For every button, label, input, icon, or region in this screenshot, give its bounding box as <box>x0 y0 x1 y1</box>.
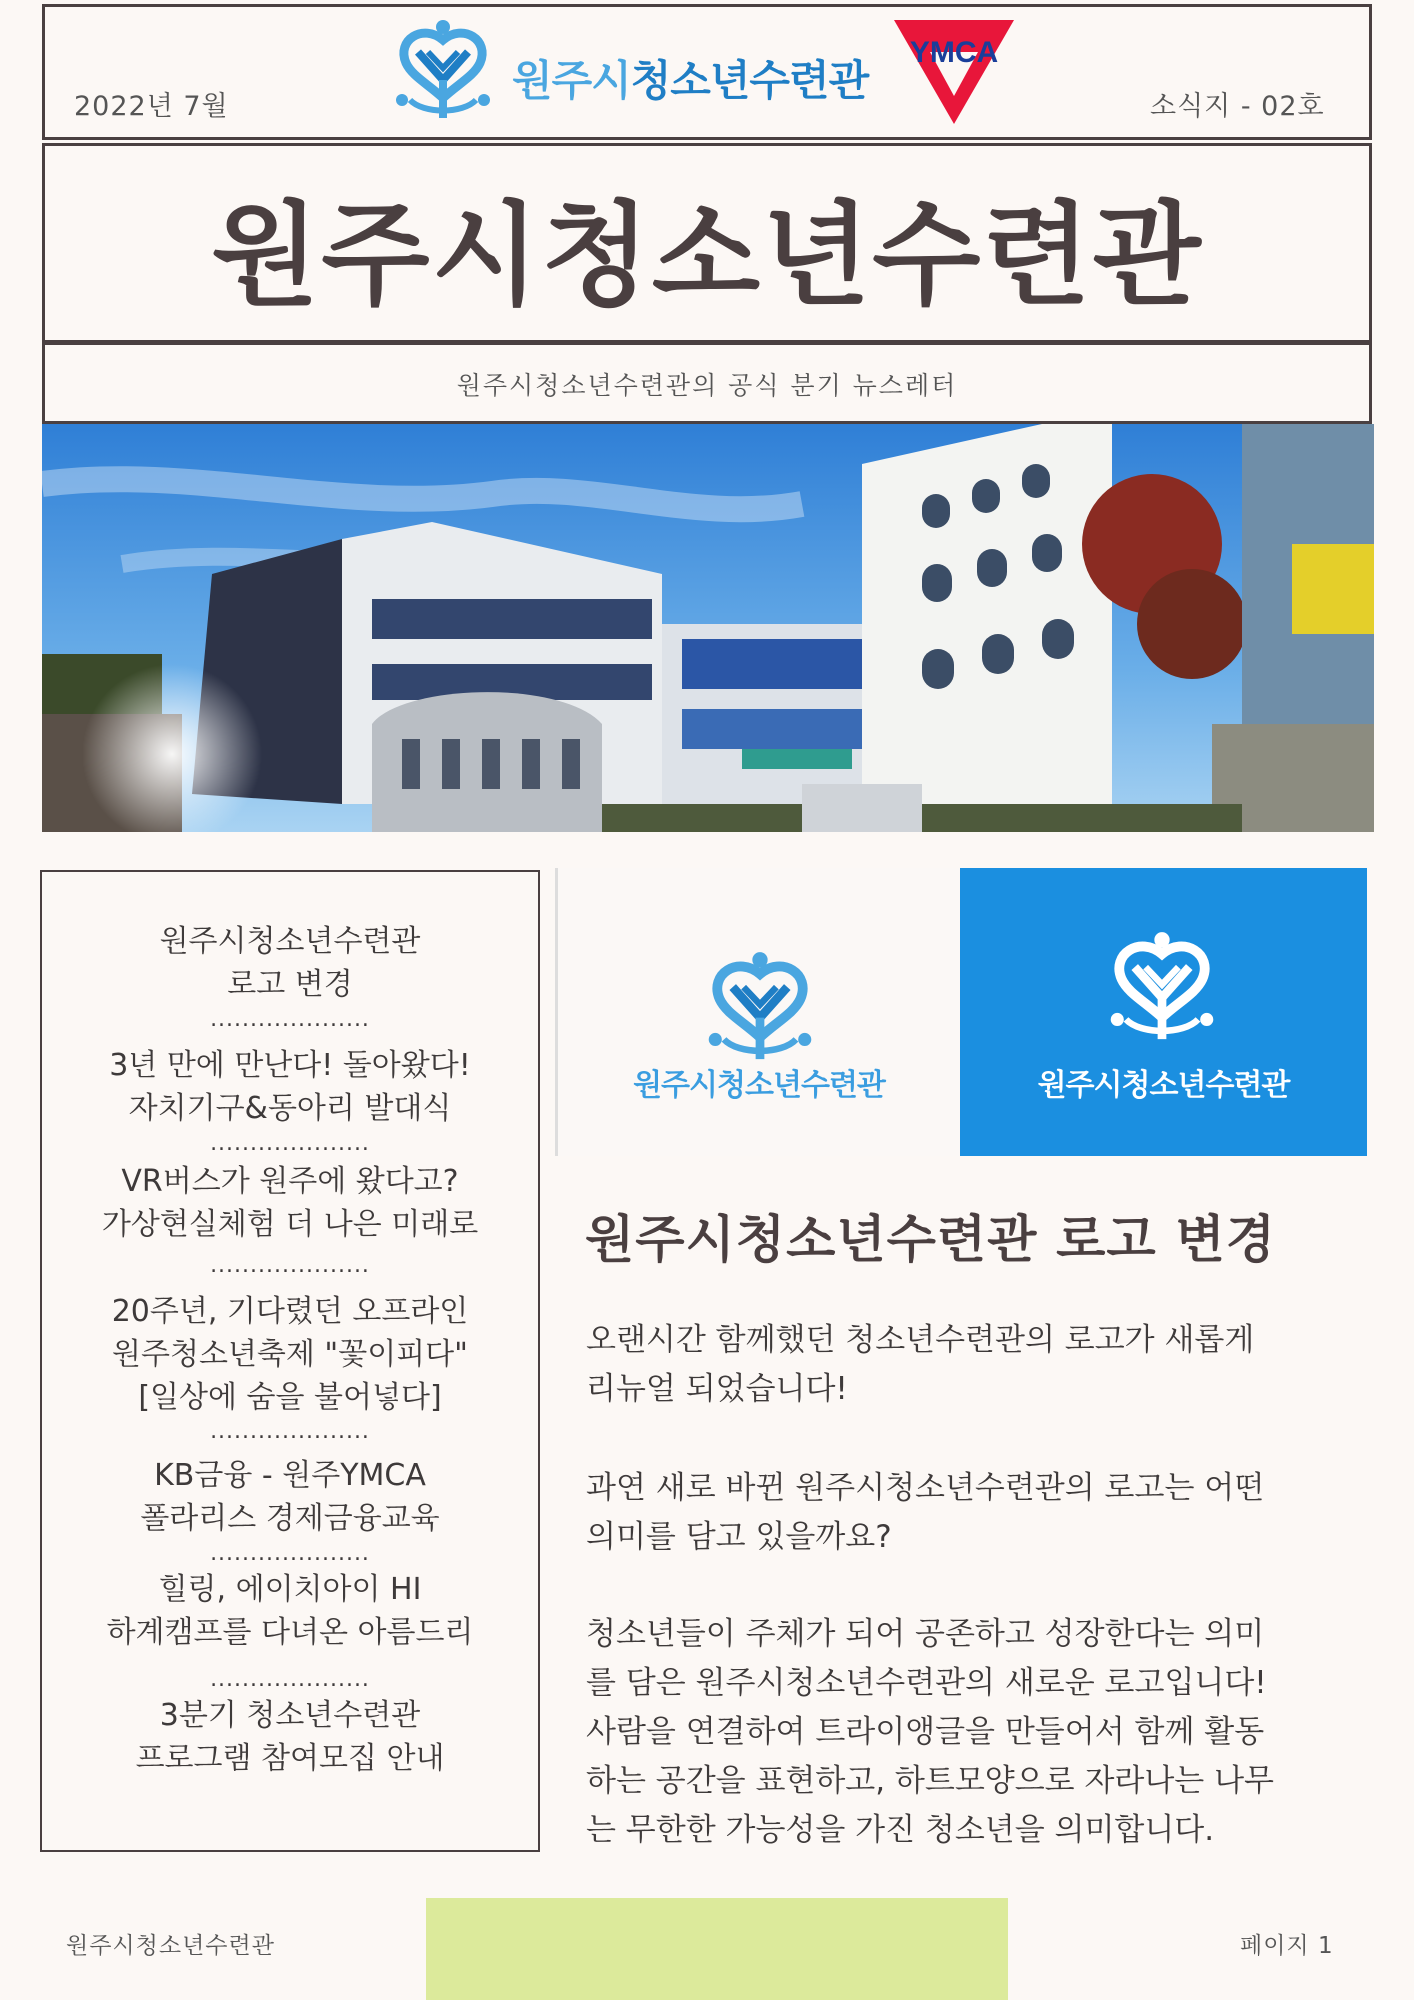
footer-color-block <box>426 1898 1008 2000</box>
toc-line: 가상현실체험 더 나은 미래로 <box>101 1207 479 1242</box>
toc-line: 프로그램 참여모집 안내 <box>135 1741 445 1776</box>
header-logo-text <box>512 48 868 108</box>
toc-line: 원주청소년축제 "꽃이피다" <box>112 1337 468 1372</box>
toc-line: [일상에 숨을 불어넣다] <box>138 1380 442 1415</box>
logo-panel-light <box>555 868 960 1156</box>
toc-line: 하계캠프를 다녀온 아름드리 <box>106 1615 474 1650</box>
toc-line: 로고 변경 <box>227 967 353 1002</box>
logo-panel-light-text: 원주시청소년수련관 <box>633 1068 885 1103</box>
toc-line: KB금융 - 원주YMCA <box>154 1458 426 1493</box>
toc-separator: .................... <box>210 1131 370 1156</box>
toc-item-festival[interactable] <box>40 1290 540 1419</box>
ymca-label: YMCA <box>909 36 999 69</box>
paragraph-line: 를 담은 원주시청소년수련관의 새로운 로고입니다! <box>586 1665 1267 1701</box>
heart-tree-logo-icon <box>388 18 498 128</box>
logo-text-light: 원주시 <box>512 56 631 105</box>
logo-panel-blue-text: 원주시청소년수련관 <box>1037 1068 1290 1103</box>
toc-separator: .................... <box>210 1667 370 1692</box>
toc-separator: .................... <box>210 1541 370 1566</box>
page-number: 페이지 1 <box>1240 1933 1334 1959</box>
article-title: 원주시청소년수련관 로고 변경 <box>585 1210 1276 1270</box>
toc-line: 폴라리스 경제금융교육 <box>140 1501 440 1536</box>
toc-line: 3분기 청소년수련관 <box>159 1698 421 1733</box>
logo-text-dark: 청소년수련관 <box>630 56 869 105</box>
paragraph-line: 과연 새로 바뀐 원주시청소년수련관의 로고는 어떤 <box>586 1470 1265 1506</box>
toc-item-launch[interactable] <box>40 1044 540 1130</box>
building-photo <box>42 424 1374 832</box>
toc-line: 원주시청소년수련관 <box>159 924 421 959</box>
toc-item-logo[interactable] <box>40 920 540 1006</box>
toc-separator: .................... <box>210 1253 370 1278</box>
toc-line: 3년 만에 만난다! 돌아왔다! <box>109 1048 471 1083</box>
logo-panel-blue <box>960 868 1367 1156</box>
toc-line: VR버스가 원주에 왔다고? <box>121 1164 459 1199</box>
paragraph-line: 하는 공간을 표현하고, 하트모양으로 자라나는 나무 <box>586 1763 1274 1799</box>
paragraph-line: 청소년들이 주체가 되어 공존하고 성장한다는 의미 <box>586 1616 1265 1652</box>
page-subtitle: 원주시청소년수련관의 공식 분기 뉴스레터 <box>456 371 958 400</box>
toc-separator: .................... <box>210 1419 370 1444</box>
paragraph-line: 의미를 담고 있을까요? <box>586 1519 892 1555</box>
heart-tree-logo-icon <box>1100 930 1224 1050</box>
page-title: 원주시청소년수련관 <box>211 190 1203 321</box>
heart-tree-logo-icon <box>698 950 822 1070</box>
paragraph-line: 사람을 연결하여 트라이앵글을 만들어서 함께 활동 <box>586 1714 1265 1750</box>
footer-org-name: 원주시청소년수련관 <box>66 1933 275 1959</box>
article-paragraph <box>586 1464 1326 1562</box>
paragraph-line: 리뉴얼 되었습니다! <box>586 1371 848 1407</box>
toc-line: 자치기구&동아리 발대식 <box>128 1091 452 1126</box>
toc-line: 20주년, 기다렸던 오프라인 <box>111 1294 469 1329</box>
issue-number: 소식지 - 02호 <box>1150 91 1325 122</box>
ymca-logo-icon <box>890 16 1018 128</box>
toc-item-vr-bus[interactable] <box>40 1160 540 1246</box>
toc-item-program[interactable] <box>40 1694 540 1780</box>
issue-date: 2022년 7월 <box>74 91 229 122</box>
paragraph-line: 는 무한한 가능성을 가진 청소년을 의미합니다. <box>586 1812 1215 1848</box>
article-paragraph <box>586 1316 1326 1414</box>
toc-line: 힐링, 에이치아이 HI <box>158 1572 422 1607</box>
toc-separator: .................... <box>210 1007 370 1032</box>
article-paragraph <box>586 1610 1326 1855</box>
toc-item-kb[interactable] <box>40 1454 540 1540</box>
paragraph-line: 오랜시간 함께했던 청소년수련관의 로고가 새롭게 <box>586 1322 1255 1358</box>
toc-item-camp[interactable] <box>40 1568 540 1654</box>
